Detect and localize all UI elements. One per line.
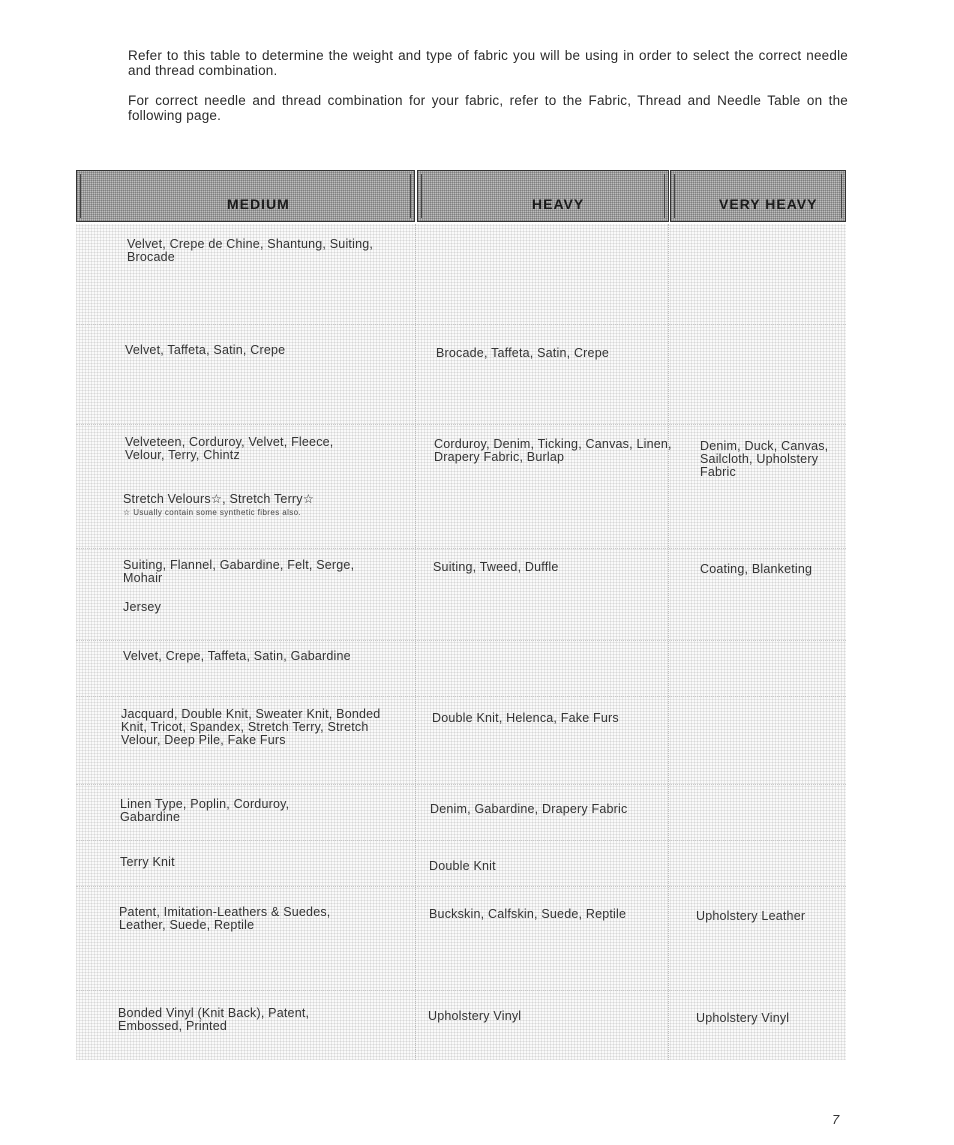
fabric-weight-table: [76, 170, 846, 1062]
header-heavy: [417, 170, 669, 222]
cell-medium: Patent, Imitation-Leathers & Suedes, Leather, Suede, Reptile: [119, 905, 331, 932]
cell-heavy: Upholstery Vinyl: [428, 1009, 522, 1023]
header-medium: [76, 170, 415, 222]
row-divider: [76, 990, 846, 991]
row-divider: [76, 696, 846, 697]
cell-heavy: Double Knit, Helenca, Fake Furs: [432, 711, 619, 725]
row-divider: [76, 324, 846, 325]
cell-medium-extra: Jersey: [123, 600, 162, 614]
page-number: 7: [832, 1112, 840, 1127]
column-divider: [668, 224, 669, 1060]
cell-medium: Jacquard, Double Knit, Sweater Knit, Bonded Knit, Tricot, Spandex, Stretch Terry, Stretch Velour, Deep Pile, Fake Furs: [121, 707, 381, 747]
cell-medium: Velvet, Crepe de Chine, Shantung, Suiting, Brocade: [127, 237, 374, 264]
cell-medium: Bonded Vinyl (Knit Back), Patent, Embossed, Printed: [118, 1006, 310, 1033]
cell-medium: Velveteen, Corduroy, Velvet, Fleece, Velour, Terry, Chintz: [125, 435, 334, 462]
cell-medium: Velvet, Taffeta, Satin, Crepe: [125, 343, 286, 357]
cell-very-heavy: Coating, Blanketing: [700, 562, 813, 576]
row-divider: [76, 886, 846, 887]
column-divider: [415, 224, 416, 1060]
header-very-heavy-label: VERY HEAVY: [719, 196, 818, 212]
cell-medium: Velvet, Crepe, Taffeta, Satin, Gabardine: [123, 649, 351, 663]
row-divider: [76, 784, 846, 785]
table-header-row: [76, 170, 846, 222]
intro-paragraph-1: Refer to this table to determine the weight and type of fabric you will be using in order to select the correct needle and thread combination.: [128, 48, 848, 78]
cell-medium: Terry Knit: [120, 855, 175, 869]
row-divider: [76, 640, 846, 641]
cell-heavy: Brocade, Taffeta, Satin, Crepe: [436, 346, 610, 360]
cell-medium: Linen Type, Poplin, Corduroy, Gabardine: [120, 797, 290, 824]
row-divider: [76, 840, 846, 841]
cell-medium-extra: Stretch Velours☆, Stretch Terry☆: [123, 492, 315, 506]
intro-paragraph-2: For correct needle and thread combination for your fabric, refer to the Fabric, Thread and Needle Table on the following page.: [128, 93, 848, 123]
cell-heavy: Buckskin, Calfskin, Suede, Reptile: [429, 907, 627, 921]
cell-heavy: Denim, Gabardine, Drapery Fabric: [430, 802, 628, 816]
header-heavy-label: HEAVY: [532, 196, 585, 212]
cell-very-heavy: Upholstery Vinyl: [696, 1011, 790, 1025]
cell-heavy: Double Knit: [429, 859, 496, 873]
cell-very-heavy: Upholstery Leather: [696, 909, 806, 923]
cell-heavy: Suiting, Tweed, Duffle: [433, 560, 559, 574]
cell-medium: Suiting, Flannel, Gabardine, Felt, Serge, Mohair: [123, 558, 355, 585]
header-very-heavy: [670, 170, 846, 222]
cell-very-heavy: Denim, Duck, Canvas, Sailcloth, Upholstery Fabric: [700, 439, 829, 479]
header-medium-label: MEDIUM: [227, 196, 290, 212]
row-divider: [76, 548, 846, 549]
footnote: ☆ Usually contain some synthetic fibres also.: [123, 508, 302, 517]
row-divider: [76, 424, 846, 425]
cell-heavy: Corduroy, Denim, Ticking, Canvas, Linen, Drapery Fabric, Burlap: [434, 437, 672, 464]
